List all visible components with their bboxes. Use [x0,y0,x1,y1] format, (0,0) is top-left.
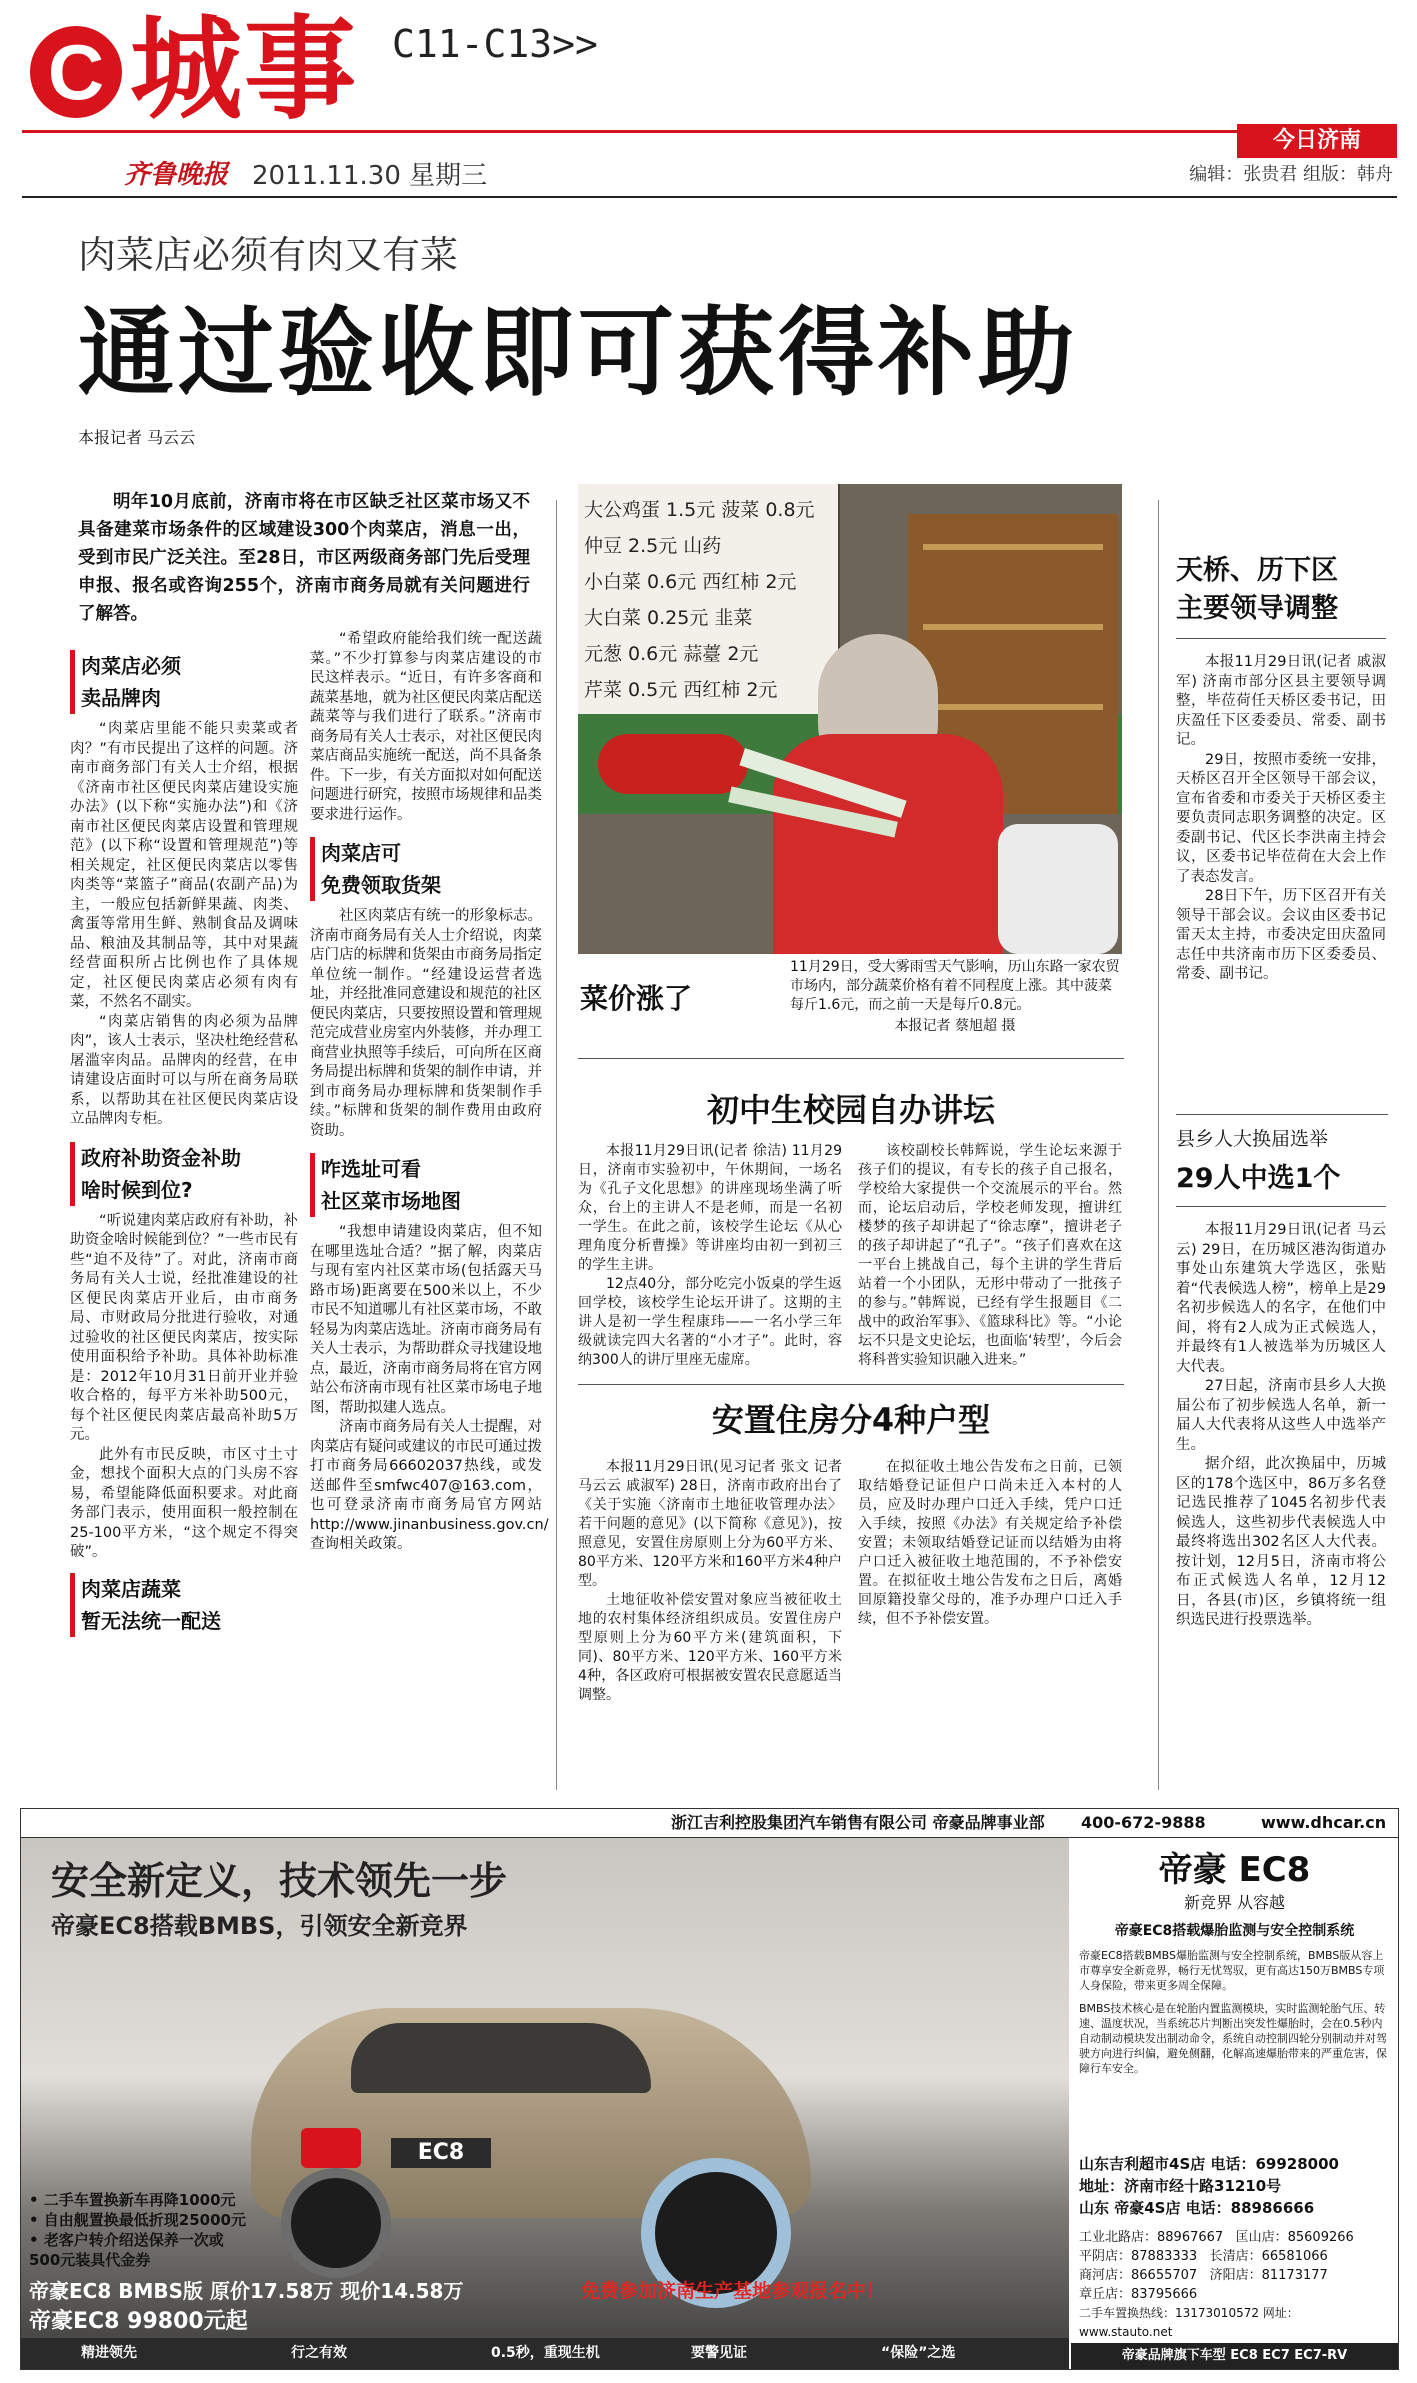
column-separator [1158,500,1159,1790]
photo-caption: 11月29日，受大雾雨雪天气影响，历山东路一家农贸市场内，部分蔬菜价格有着不同程度上涨。其中菠菜每斤1.6元，而之前一天是每斤0.8元。 本报记者 蔡旭超 摄 [790,959,1120,1034]
plastic-bag [998,824,1118,954]
section-title: 城事 [130,5,358,135]
paper-name: 齐鲁晚报 [124,160,229,190]
main-kicker: 肉菜店必须有肉又有菜 [78,233,459,277]
subhead-delivery: 肉菜店蔬菜 暂无法统一配送 [70,1573,298,1637]
price-sign: 大公鸡蛋 1.5元 菠菜 0.8元 仲豆 2.5元 山药 小白菜 0.6元 西红柿 2元 大白菜 0.25元 韭菜 元葱 0.6元 蒜薹 2元 芹菜 0.5元 西红柿 2元 [578,484,840,714]
election-kicker: 县乡人大换届选举 [1176,1128,1329,1150]
subhead-shelves: 肉菜店可 免费领取货架 [310,837,542,901]
vendor-red-jacket [773,734,1003,954]
ad-desc: BMBS技术核心是在轮胎内置监测模块，实时监测轮胎气压、转速、温度状况，当系统芯片判断出突发性爆胎时，会在0.5秒内自动制动模块发出制动命令，系统自动控制四轮分别制动并对驾驶方向进行纠偏，避免侧翻，化解高速爆胎带来的严重危害，保障行车安全。 [1079,2002,1387,2075]
page-reference: C11-C13>> [392,22,598,66]
forum-column-2: 该校副校长韩辉说，学生论坛来源于孩子们的提议，有专长的孩子自己报名，学校给大家提供一个交流展示的平台。然而，论坛启动后，学校老师发现，擅讲红楼梦的孩子却讲起了“徐志摩”，擅讲老子的孩子却讲起了“孔子”。“孩子们喜欢在这一平台上挑战自己，每个主讲的学生背后站着一个小团队，无形中带动了一批孩子的参与。”韩辉说，已经有学生报题目《二战中的政治军事》、《篮球科比》等。“小论坛不只是文史论坛，也面临‘转型’，今后会将科普实验知识融入进来。” [858,1143,1122,1368]
ad-price: 帝豪EC8 BMBS版 原价17.58万 现价14.58万 [29,2279,464,2303]
forum-column-1: 本报11月29日讯(记者 徐洁) 11月29日，济南市实验初中，午休期间，一场名为《孔子文化思想》的讲座现场坐满了听众，台上的主讲人不是老师，而是一名初一学生。在此之前，该校学生论坛《从心理角度分析曹操》等讲座均由初一到初三的学生主讲。 12点40分，部分吃完小饭桌的学生返回学校，该校学生论坛开讲了。这期的主讲人是初一学生程康玮——一名小学三年级就读完四大名著的“小才子”。此时，容纳300人的讲厅里座无虚席。 [578,1143,842,1368]
ad-slogan: 安全新定义，技术领先一步 [51,1859,508,1903]
main-lede: 明年10月底前，济南市将在市区缺乏社区菜市场又不具备建菜市场条件的区域建设300个肉菜店，消息一出，受到市民广泛关注。至28日，市区两级商务部门先后受理申报、报名或咨询255个，济南市商务局就有关问题进行了解答。 [78,492,530,624]
masthead-rule [22,130,1397,133]
today-badge: 今日济南 [1237,124,1397,158]
main-headline: 通过验收即可获得补助 [78,297,1078,409]
ad-invite: 免费参加济南生产基地参观报名中！ [581,2280,886,2302]
photo-credit: 本报记者 蔡旭超 摄 [894,1018,1016,1034]
leaders-story: 天桥、历下区 主要领导调整 本报11月29日讯(记者 戚淑军) 济南市部分区县主要领导调整，毕莅荷任天桥区委书记，田庆盈任下区委委员、常委、副书记。 29日，按照市委统一安排，天桥区召开全区领导干部会议，宣布省委和市委关于天桥区委主要负责同志职务调整的决定。区委副书记、代区长李洪南主持会议，区委书记毕莅荷在大会上作了表态发言。 28日下午，历下区召开有关领导干部会议。会议由区委书记雷天太主持，市委决定田庆盈同志任中共济南市历下区委委员、常委、副书记。 [1176,552,1386,985]
ad-promotions: • 二手车置换新车再降1000元 • 自由舰置换最低折现25000元 • 老客户转介绍送保养一次或 500元装具代金券 [29,2191,246,2269]
column-separator [556,500,557,1790]
paragraph: “希望政府能给我们统一配送蔬菜。”不少打算参与肉菜店建设的市民这样表示。“近日，有许多客商和蔬菜基地，就为社区便民肉菜店配送蔬菜等与我们进行了联系。”济南市商务局有关人士表示，对社区便民肉菜店商品实施统一配送，尚不具备条件。下一步，有关方面拟对如何配送问题进行研究，按照市场规律和品类要求进行运作。 [310,631,542,823]
photo-title: 菜价涨了 [580,982,693,1015]
ad-subslogan: 帝豪EC8搭载BMBS，引领安全新竞界 [51,1912,468,1940]
paragraph: “听说建肉菜店政府有补助，补助资金啥时候能到位？”一些市民有些“迫不及待”了。对此，济南市商务局有关人士说，经批准建设的社区便民肉菜店开业后，由市商务局、市财政局分批进行验收，对通过验收的社区便民肉菜店，按实际使用面积给予补助。具体补助标准是：2012年10月31日前开业并验收合格的，每平方米补助500元，每个社区便民肉菜店最高补助5万元。 [70,1212,298,1443]
ad-visual [21,1838,1069,2369]
ad-contact: 山东吉利超市4S店 电话：69928000 地址：济南市经十路31210号 山东 帝豪4S店 电话：88986666 [1079,2155,1339,2217]
paragraph: 社区肉菜店有统一的形象标志。济南市商务局有关人士介绍说，肉菜店门店的标牌和货架由市商务局指定单位统一制作。“经建设运营者选址，并经批准同意建设和规范的社区便民肉菜店，只要按照设置和管理规范完成营业房室内外装修，并办理工商营业执照等手续后，可向所在区商务局提出标牌和货架的制作申请，并到市商务局办理标牌和货架制作手续。”标牌和货架的制作费用由政府资助。 [310,908,542,1139]
ad-brand-sub: 新竞界 从容越 [1183,1893,1286,1912]
main-column-1 [70,650,298,1637]
masthead-divider [22,196,1397,198]
housing-title: 安置住房分4种户型 [711,1401,991,1439]
section-logo: C [30,26,122,118]
election-story: 县乡人大换届选举 29人中选1个 本报11月29日讯(记者 马云云) 29日，在历城区港沟街道办事处山东建筑大学选区，张贴着“代表候选人榜”，榜单上是29名初步候选人的名字，在他们中间，将有2人成为正式候选人，并最终有1人被选举为历城区人大代表。 27日起，济南市县乡人大换届公布了初步候选人名单，新一届人大代表将从这些人中选举产生。 据介绍，此次换届中，历城区的178个选区中，86万多名登记选民推荐了1045名初步代表候选人，这些初步代表候选人中最终将选出302名区人大代表。按计划，12月5日，济南市将公布正式候选人名单，12月12日，各县(市)区，乡镇将统一组织选民进行投票选举。 [1176,1128,1386,1628]
ad-brand-tag: 帝豪EC8搭载爆胎监测与安全控制系统 [1114,1923,1355,1939]
main-byline: 本报记者 马云云 [78,428,196,447]
subhead-subsidy: 政府补助资金补助 啥时候到位? [70,1142,298,1206]
tomatoes [598,734,748,794]
forum-title: 初中生校园自办讲坛 [706,1091,995,1129]
paragraph: “我想申请建设肉菜店，但不知在哪里选址合适？”据了解，肉菜店与现有室内社区菜市场(包括露天马路市场)距离要在500米以上，不少市民不知道哪儿有社区菜市场，不敢轻易为肉菜店选址。济南市商务局有关人士表示，为帮助群众寻找建设地点，最近，济南市商务局将在官方网站公布济南市现有社区菜市场电子地图，帮助拟建人选点。 [310,1224,542,1416]
market-photo [578,484,1122,954]
car-windows [351,2023,651,2093]
paragraph: 此外有市民反映，市区寸土寸金，想找个面积大点的门头房不容易，希望能降低面积要求。对此商务部门表示，使用面积一般控制在25-100平方米，“这个规定不得突破”。 [70,1446,298,1560]
car-advertisement[interactable] [20,1808,1399,2370]
car-grille-logo [301,2128,361,2168]
ad-desc: 帝豪EC8搭载BMBS爆胎监测与安全控制系统，BMBS版从容上市尊享安全新竞界，畅行无忧驾驭，更有高达150万BMBS专项人身保险，带来更多周全保障。 [1079,1949,1385,1992]
subhead-site-map: 咋选址可看 社区菜市场地图 [310,1153,542,1217]
paragraph: “肉菜店里能不能只卖菜或者肉？”有市民提出了这样的问题。济南市商务部门有关人士介绍，根据《济南市社区便民肉菜店建设实施办法》(以下称“实施办法”)和《济南市社区便民肉菜店设置和管理规范》(以下称“设置和管理规范”)等相关规定，社区便民肉菜店以零售肉类等“菜篮子”商品(农副产品)为主，一般应包括新鲜果蔬、肉类、禽蛋等常用生鲜、熟制食品及调味品、粮油及其制品等，其中对果蔬经营面积所占比例也作了具体规定，社区便民肉菜店必须有肉有菜，不然名不副实。 [70,721,298,1010]
housing-column-1: 本报11月29日讯(见习记者 张文 记者 马云云 戚淑军) 28日，济南市政府出台了《关于实施〈济南市土地征收管理办法〉若干问题的意见》(以下简称《意见》)，按照意见，安置住房原则上分为60平方米、80平方米、120平方米和160平方米4种户型。 土地征收补偿安置对象应当被征收土地的农村集体经济组织成员。安置住房户型原则上分为60平方米(建筑面积，下同)、80平方米、120平方米、160平方米4种，各区政府可根据被安置农民意愿适当调整。 [578,1459,842,1703]
car-wheel [281,2168,391,2278]
issue-date: 2011.11.30 星期三 [252,161,488,191]
election-title: 29人中选1个 [1176,1163,1341,1194]
ad-price-from: 帝豪EC8 99800元起 [29,2309,248,2334]
paragraph: 济南市商务局有关人士提醒，对肉菜店有疑问或建议的市民可通过拨打市商务局66602037热线，或发送邮件至smfwc407@163.com，也可登录济南市商务局官方网站http://www.jinanbusiness.gov.cn/查询相关政策。 [310,1419,549,1552]
housing-column-2: 在拟征收土地公告发布之日前，已领取结婚登记证但户口尚未迁入本村的人员，应及时办理户口迁入手续，凭户口迁入手续，按照《办法》有关规定给予补偿安置；未领取结婚登记证而以结婚为由将户口迁入被征收土地范围的，不予补偿安置。在拟征收土地公告发布之日后，离婚回原籍投靠父母的，准予办理户口迁入手续，但不予补偿安置。 [858,1459,1122,1627]
ad-info-panel [1071,1838,1398,2369]
ad-header: 浙江吉利控股集团汽车销售有限公司 帝豪品牌事业部 400-672-9888 www.dhcar.cn [21,1809,1398,1838]
main-column-2 [310,630,549,1555]
editors-credit: 编辑：张贵君 组版：韩舟 [1189,164,1393,185]
paragraph: “肉菜店销售的肉必须为品牌肉”，该人士表示，坚决杜绝经营私屠滥宰肉品。品牌肉的经营，在申请建设店面时可以与所在商务局联系，以帮助其在社区便民肉菜店设立品牌肉专柜。 [70,1013,298,1127]
ad-features: 精进领先 行之有效 0.5秒，重现生机 要警见证 “保险”之选 [21,2338,1069,2369]
ad-branches: 工业北路店：88967667 匡山店：85609266 平阴店：87883333 长清店：66581066 商河店：86655707 济阳店：81173177 章丘店：83795666 二手车置换热线：13173010572 网址：www.stauto.net [1079,2230,1354,2339]
subhead-brand-meat: 肉菜店必须 卖品牌肉 [70,650,298,714]
ad-brand: 帝豪 EC8 [1158,1850,1311,1890]
ad-bottom-bar: 帝豪品牌旗下车型 EC8 EC7 EC7-RV [1071,2343,1398,2369]
leaders-title: 天桥、历下区 主要领导调整 [1176,555,1338,624]
car-badge: EC8 [391,2138,491,2168]
